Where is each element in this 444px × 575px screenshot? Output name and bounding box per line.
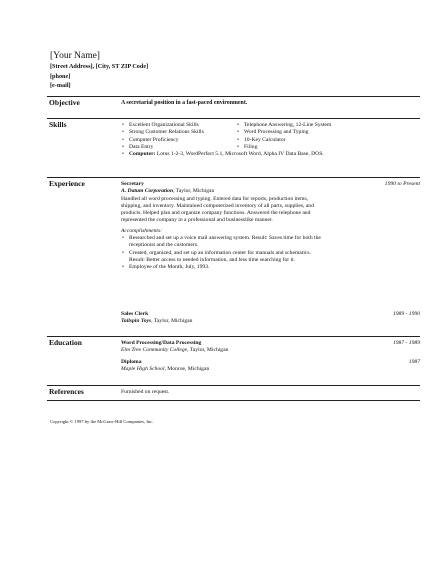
- job-title: Secretary: [121, 181, 144, 187]
- skill-item: • Computer Proficiency: [121, 137, 236, 144]
- skill-item: • Data Entry: [121, 144, 236, 151]
- skill-item: • Excellent Organizational Skills: [121, 122, 236, 129]
- email: [e-mail]: [50, 82, 71, 89]
- skills-content: [121, 122, 421, 158]
- degree-title: Word Processing/Data Processing: [121, 340, 202, 346]
- job-dates: 1989 - 1990: [392, 311, 420, 317]
- objective-text: A secretarial position in a fast-paced environment.: [121, 100, 248, 106]
- school-name: Elm Tree Community College: [121, 347, 188, 354]
- computer-text: Lotus 1-2-3, WordPerfect 5.1, Microsoft Word, Alpha IV Data Base, DOS.: [155, 151, 324, 158]
- your-name: [Your Name]: [50, 51, 100, 61]
- section-divider: [47, 385, 420, 386]
- accomplishments-list: [121, 235, 321, 271]
- accomplishments-label: Accomplishments:: [121, 227, 163, 234]
- education-dates: 1987: [408, 359, 420, 365]
- computer-label: Computer:: [129, 151, 156, 158]
- section-divider: [47, 400, 420, 401]
- job-dates: 1990 to Present: [384, 181, 420, 187]
- skills-list-right: [236, 122, 416, 151]
- school-location: , Taylor, Michigan: [187, 347, 229, 354]
- computer-skill-item: [121, 151, 421, 158]
- skill-item: • Strong Customer Relations Skills: [121, 129, 236, 136]
- skill-item: • Telephone Answering, 12-Line System: [236, 122, 416, 129]
- accomplishment-item: • Researched and set up a voice mail answering system. Result: Saves time for both the receptionist and the customers.: [121, 235, 321, 250]
- job-title: Sales Clerk: [121, 311, 149, 317]
- skill-item: • Filing: [236, 144, 416, 151]
- phone: [phone]: [50, 72, 71, 80]
- section-divider: [47, 118, 420, 119]
- section-divider: [47, 177, 420, 178]
- company-location: , Taylor, Michigan: [173, 188, 215, 195]
- job-description: Handled all word processing and typing. Entered data for reports, production items, shipping, and inventory. Maintained computerized inventory of all parts, supplies, and products. Helped plan and organize company functions. Answered the telephone and represented the company in a professional and businesslike manner.: [121, 195, 314, 224]
- company-name: A. Datum Corporation: [121, 188, 174, 195]
- objective-title: Objective: [49, 98, 80, 107]
- skill-item: • Word Processing and Typing: [236, 129, 416, 136]
- degree-title: Diploma: [121, 359, 142, 365]
- section-divider: [47, 336, 420, 337]
- job-entry: [121, 311, 421, 326]
- section-divider: [47, 96, 420, 97]
- education-title: Education: [49, 338, 82, 347]
- computer-skills: [121, 151, 421, 158]
- education-entry: [121, 359, 421, 374]
- company-location: , Taylor, Michigan: [151, 318, 193, 325]
- accomplishment-item: • Created, organized, and set up an information center for manuals and schematics. Result: Better access to needed information, and less time searching for it.: [121, 250, 321, 265]
- school-location: , Monroe, Michigan: [164, 366, 210, 373]
- references-text: Furnished on request.: [121, 389, 170, 395]
- education-entry: [121, 340, 421, 355]
- resume-header: [50, 50, 148, 91]
- company-name: Tailspin Toys: [121, 318, 152, 325]
- experience-title: Experience: [49, 179, 85, 188]
- skills-title: Skills: [49, 120, 67, 129]
- copyright-footer: Copyright © 1997 by the McGraw-Hill Companies, Inc.: [50, 419, 154, 424]
- street-address: [Street Address], [City, ST ZIP Code]: [50, 63, 149, 70]
- education-dates: 1987 - 1989: [392, 340, 420, 346]
- job-entry: [121, 181, 421, 272]
- school-name: Maple High School: [121, 366, 165, 373]
- skills-list-left: [121, 122, 236, 151]
- accomplishment-item: • Employee of the Month, July, 1993.: [121, 264, 321, 271]
- skill-item: • 10-Key Calculator: [236, 137, 416, 144]
- references-title: References: [49, 387, 84, 396]
